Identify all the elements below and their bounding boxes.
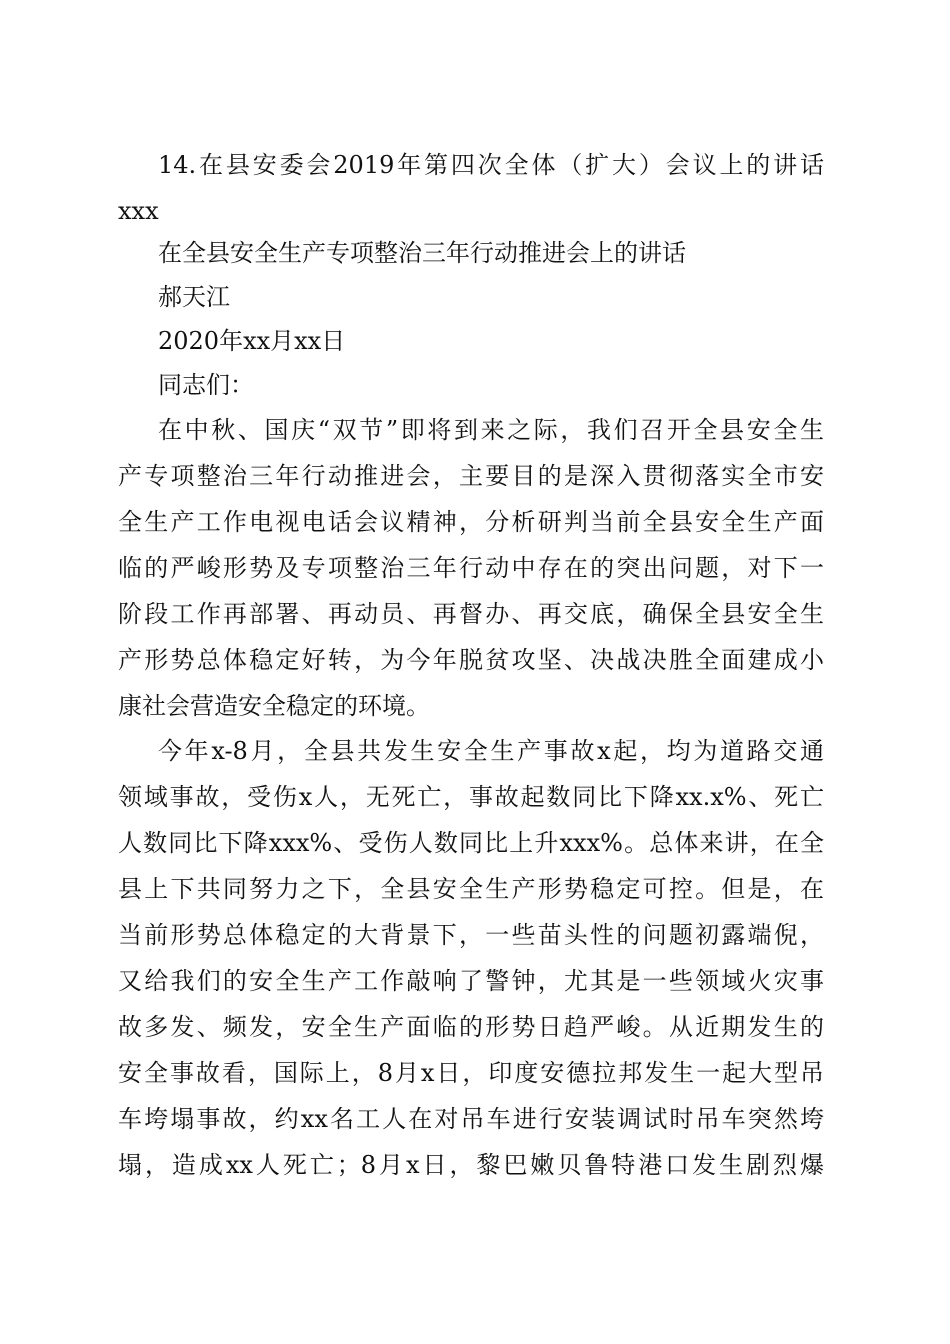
paragraph-2-line: 又给我们的安全生产工作敲响了警钟，尤其是一些领域火灾事 bbox=[118, 967, 824, 995]
paragraph-1-line: 在中秋、国庆“双节”即将到来之际，我们召开全县安全生 bbox=[158, 416, 824, 444]
speaker-name: 郝天江 bbox=[158, 283, 230, 311]
paragraph-1-line: 临的严峻形势及专项整治三年行动中存在的突出问题，对下一 bbox=[118, 554, 824, 582]
speech-date: 2020年xx月xx日 bbox=[158, 327, 346, 355]
salutation: 同志们： bbox=[158, 371, 254, 399]
paragraph-1-line: 全生产工作电视电话会议精神，分析研判当前全县安全生产面 bbox=[118, 508, 824, 536]
speech-title: 在全县安全生产专项整治三年行动推进会上的讲话 bbox=[158, 239, 686, 267]
paragraph-1-line: 产专项整治三年行动推进会，主要目的是深入贯彻落实全市安 bbox=[118, 462, 824, 490]
paragraph-2-line: 人数同比下降xxx%、受伤人数同比上升xxx%。总体来讲，在全 bbox=[118, 829, 824, 857]
paragraph-2-line: 今年x-8月，全县共发生安全生产事故x起，均为道路交通 bbox=[158, 737, 824, 765]
author-placeholder: xxx bbox=[118, 197, 159, 225]
paragraph-2-line: 安全事故看，国际上，8月x日，印度安德拉邦发生一起大型吊 bbox=[118, 1059, 824, 1087]
paragraph-2-line: 故多发、频发，安全生产面临的形势日趋严峻。从近期发生的 bbox=[118, 1013, 824, 1041]
paragraph-1-line: 产形势总体稳定好转，为今年脱贫攻坚、决战决胜全面建成小 bbox=[118, 646, 824, 674]
paragraph-1-line: 阶段工作再部署、再动员、再督办、再交底，确保全县安全生 bbox=[118, 600, 824, 628]
paragraph-2-line: 塌，造成xx人死亡；8月x日，黎巴嫩贝鲁特港口发生剧烈爆 bbox=[118, 1151, 824, 1179]
paragraph-2-line: 车垮塌事故，约xx名工人在对吊车进行安装调试时吊车突然垮 bbox=[118, 1105, 824, 1133]
paragraph-2-line: 当前形势总体稳定的大背景下，一些苗头性的问题初露端倪， bbox=[118, 921, 824, 949]
paragraph-2-line: 县上下共同努力之下，全县安全生产形势稳定可控。但是，在 bbox=[118, 875, 824, 903]
paragraph-1-line: 康社会营造安全稳定的环境。 bbox=[118, 692, 430, 720]
document-title-line: 14.在县安委会2019年第四次全体（扩大）会议上的讲话 bbox=[158, 151, 824, 179]
paragraph-2-line: 领域事故，受伤x人，无死亡，事故起数同比下降xx.x%、死亡 bbox=[118, 783, 824, 811]
